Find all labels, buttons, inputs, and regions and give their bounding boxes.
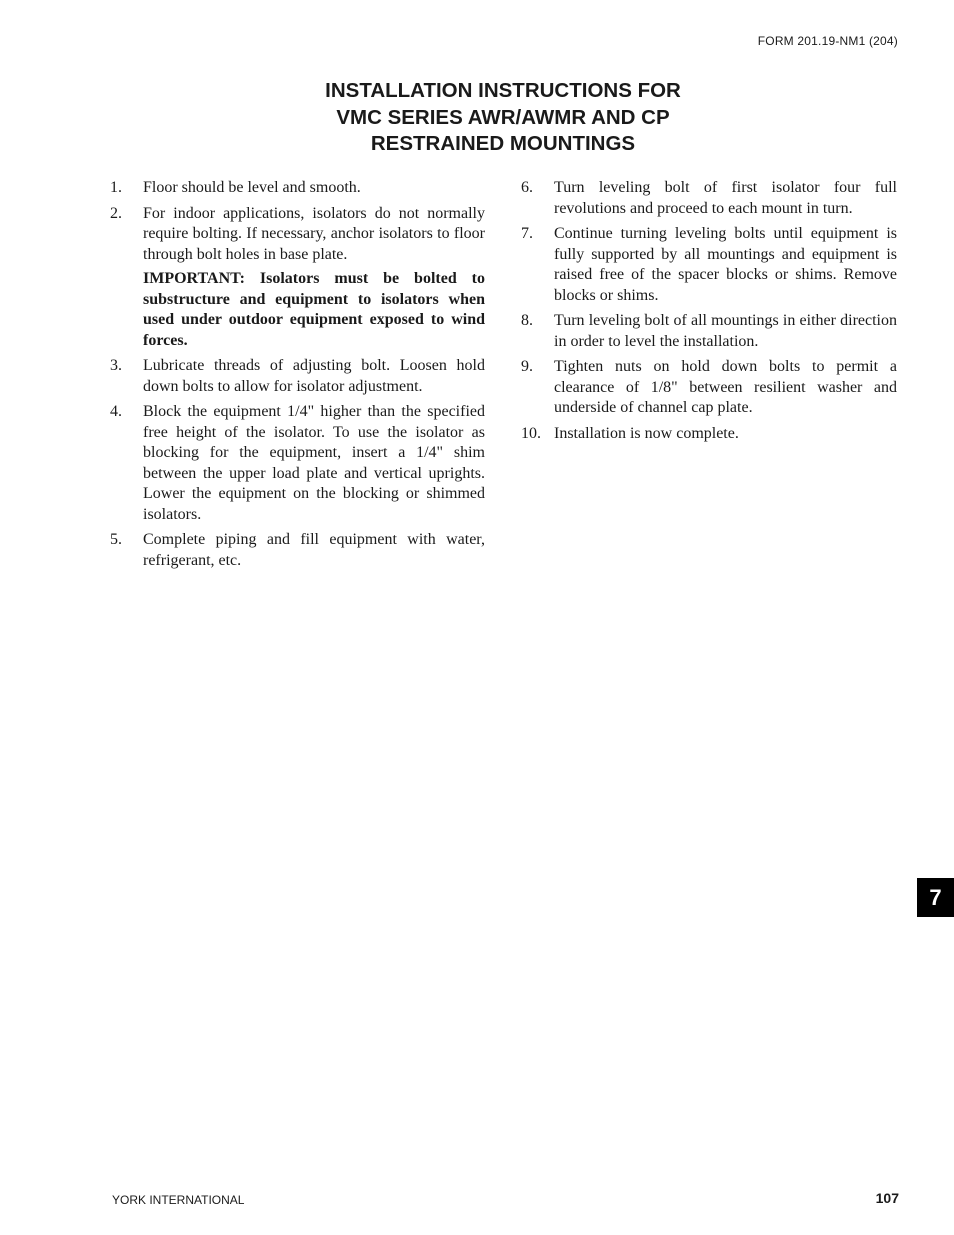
step-text: Turn leveling bolt of all mountings in either direction in order to level the installation. xyxy=(554,312,897,350)
step-text: Turn leveling bolt of first isolator four full revolutions and proceed to each mount in turn. xyxy=(554,179,897,217)
step-number: 10. xyxy=(521,424,541,442)
step-number: 3. xyxy=(110,357,122,374)
step-number: 1. xyxy=(110,179,122,196)
instruction-step-4 xyxy=(110,402,485,525)
page-title xyxy=(0,78,954,158)
step-number: 7. xyxy=(521,225,533,242)
step-text: Continue turning leveling bolts until equipment is fully supported by all mountings and equipment is raised free of the spacer blocks or shims. Remove blocks or shims. xyxy=(554,225,897,304)
instruction-step-1 xyxy=(110,178,485,199)
instruction-step-2 xyxy=(110,204,485,352)
left-column xyxy=(110,178,485,576)
title-line-2: VMC SERIES AWR/AWMR AND CP xyxy=(336,105,670,129)
instruction-step-6 xyxy=(521,178,897,219)
page-number: 107 xyxy=(875,1190,899,1206)
step-number: 8. xyxy=(521,312,533,329)
step-text: Complete piping and fill equipment with water, refrigerant, etc. xyxy=(143,531,485,569)
instruction-step-10 xyxy=(521,424,897,445)
right-column xyxy=(521,178,897,449)
form-number: FORM 201.19-NM1 (204) xyxy=(757,34,898,48)
important-note: IMPORTANT: Isolators must be bolted to substructure and equipment to isolators when used under outdoor equipment exposed to wind forces. xyxy=(143,270,485,349)
step-number: 6. xyxy=(521,179,533,196)
instruction-list-left xyxy=(110,178,485,571)
section-tab: 7 xyxy=(917,878,954,917)
step-text: For indoor applications, isolators do not normally require bolting. If necessary, anchor isolators to floor through bolt holes in base plate. xyxy=(143,204,485,263)
instruction-step-7 xyxy=(521,224,897,306)
title-line-3: RESTRAINED MOUNTINGS xyxy=(370,132,636,155)
step-text: Installation is now complete. xyxy=(554,424,739,442)
step-text: Floor should be level and smooth. xyxy=(143,179,361,196)
step-number: 9. xyxy=(521,358,533,375)
step-text: Block the equipment 1/4" higher than the specified free height of the isolator. To use the isolator as blocking for the equipment, insert a 1/4" shim between the upper load plate and vertical uprights. Lower the equipment on the blocking or shimmed isolators. xyxy=(143,403,485,523)
title-line-1: INSTALLATION INSTRUCTIONS FOR xyxy=(325,79,681,102)
step-text: Lubricate threads of adjusting bolt. Loosen hold down bolts to allow for isolator adjustment. xyxy=(143,357,485,395)
step-text: Tighten nuts on hold down bolts to permit a clearance of 1/8" between resilient washer and underside of channel cap plate. xyxy=(554,358,897,416)
instruction-step-8 xyxy=(521,311,897,352)
footer-company: YORK INTERNATIONAL xyxy=(112,1193,245,1207)
instruction-step-9 xyxy=(521,357,897,419)
step-number: 5. xyxy=(110,531,122,548)
step-number: 4. xyxy=(110,403,122,420)
step-number: 2. xyxy=(110,204,122,222)
instruction-list-right xyxy=(521,178,897,444)
instruction-step-3 xyxy=(110,356,485,397)
instruction-step-5 xyxy=(110,530,485,571)
